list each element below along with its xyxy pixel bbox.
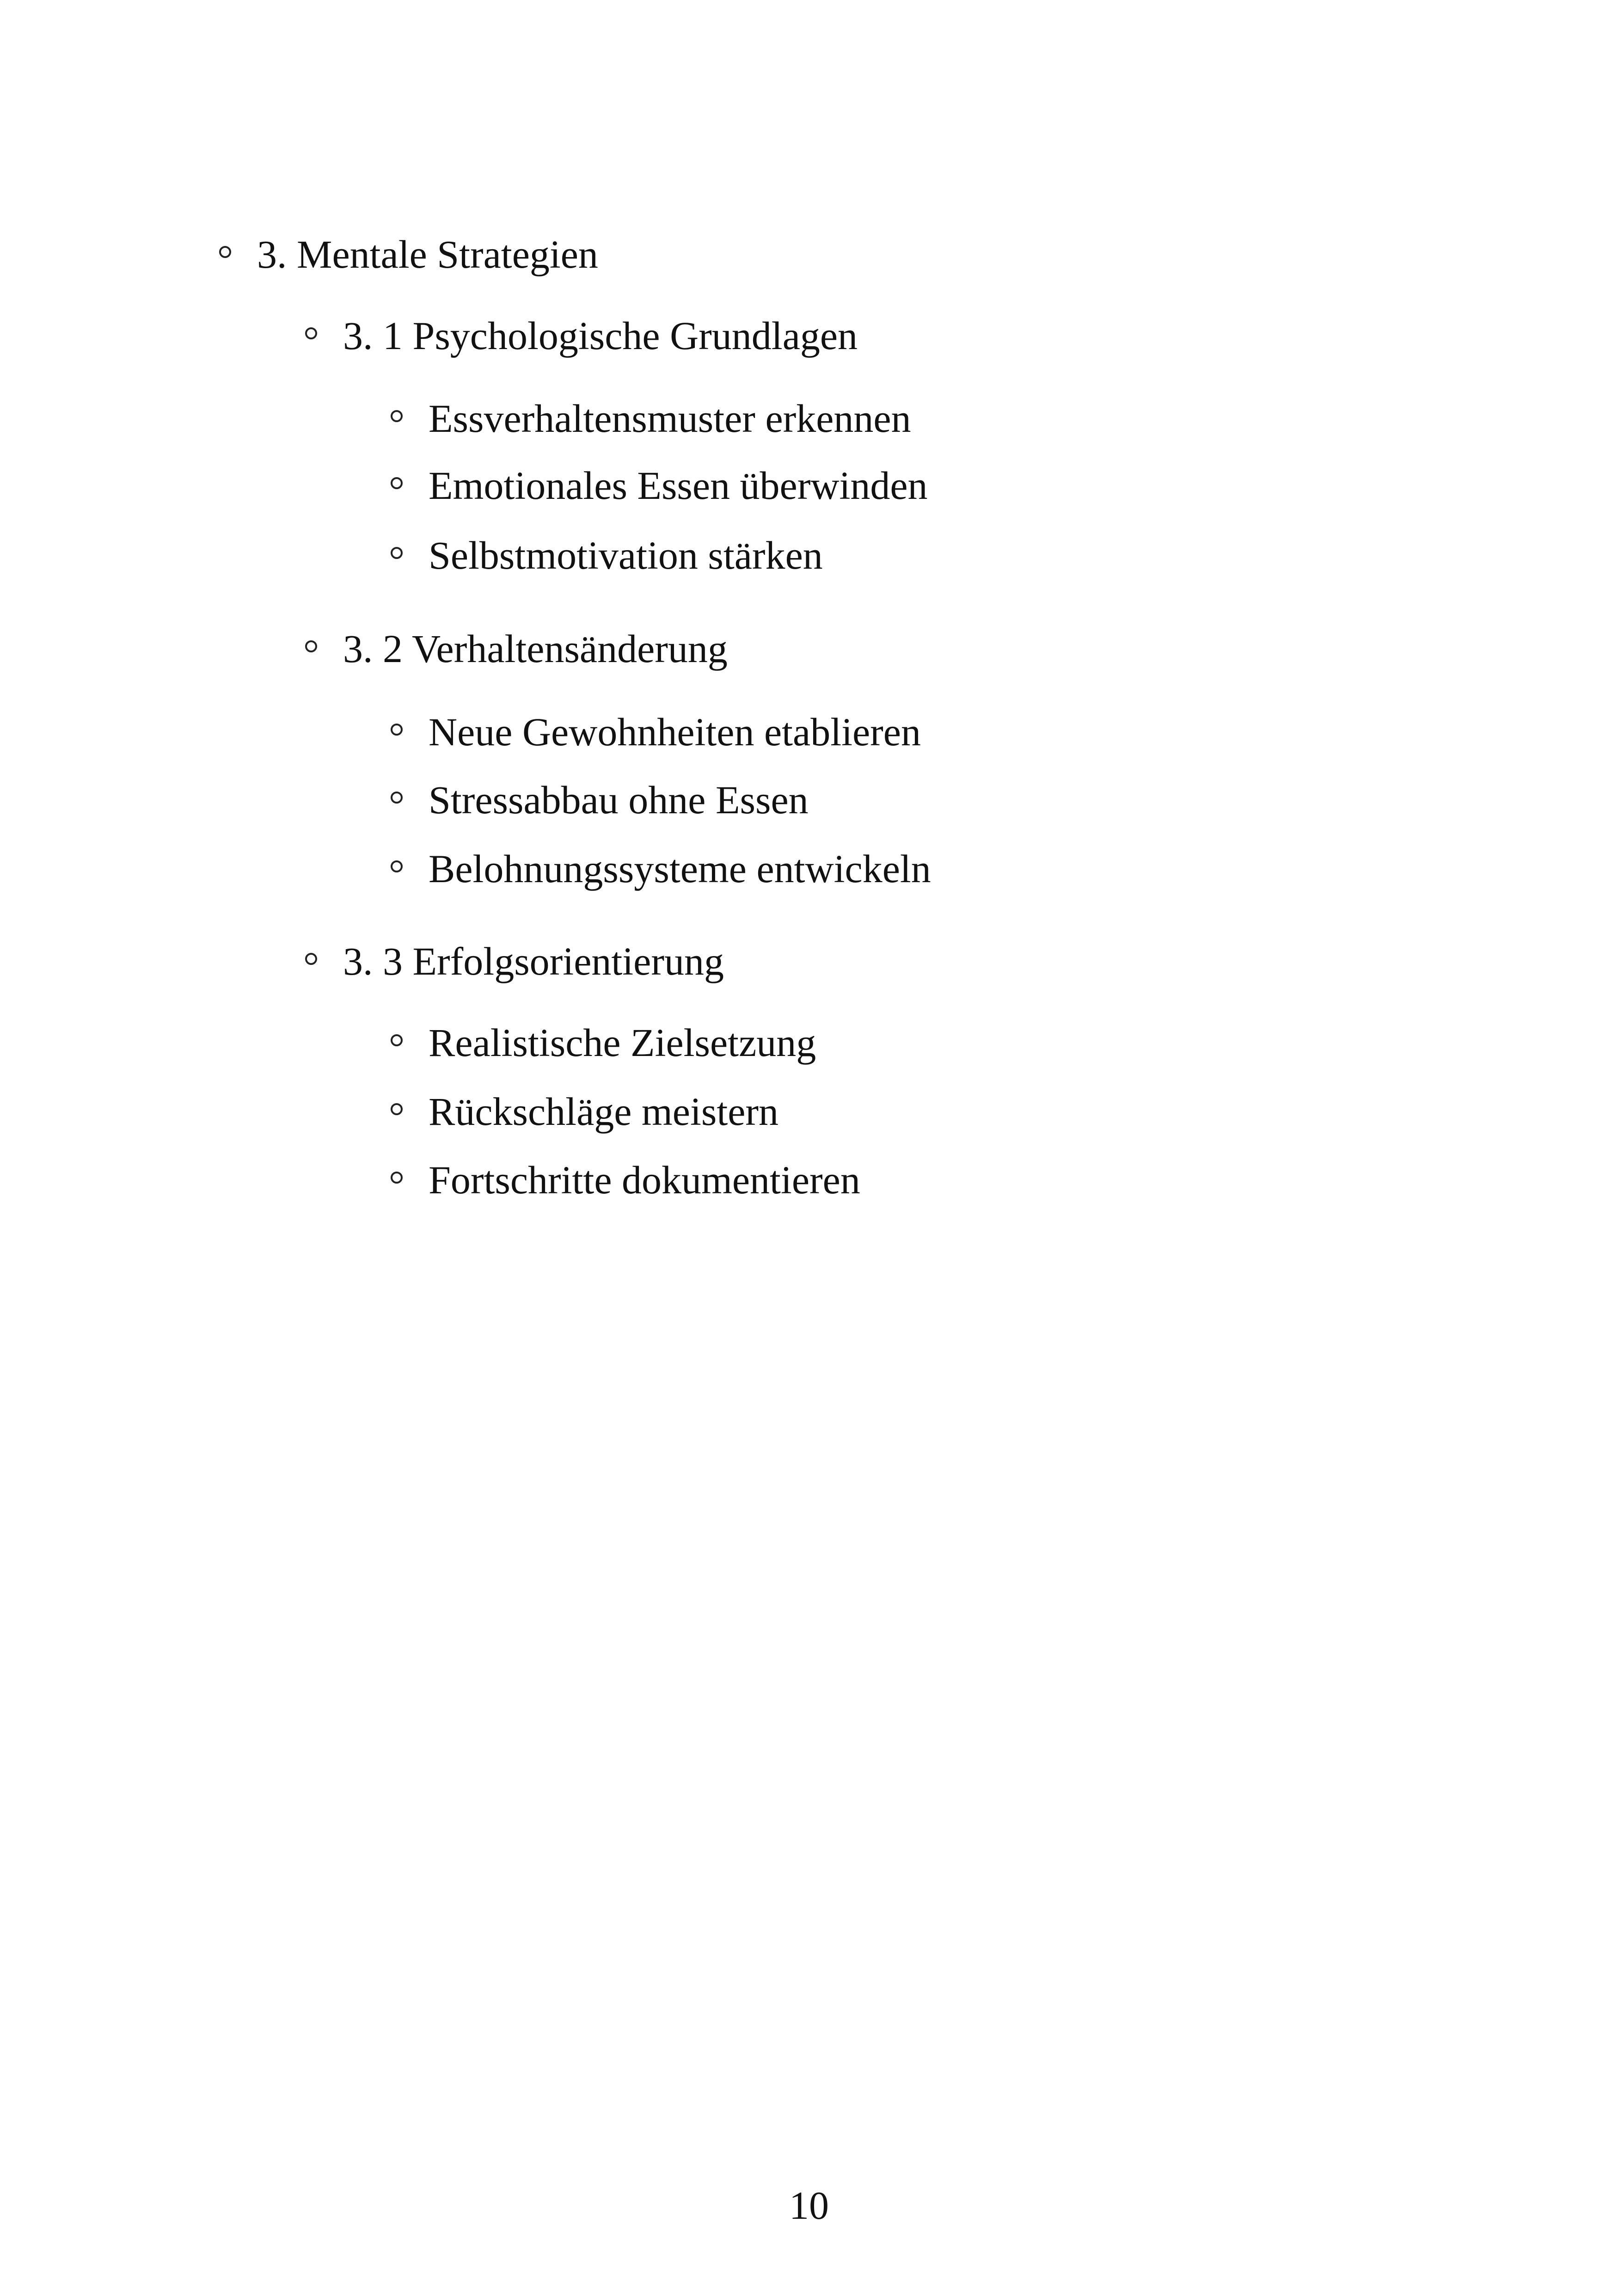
- item-text: Selbstmotivation stärken: [429, 533, 823, 577]
- page-number: 10: [789, 2183, 829, 2228]
- circle-bullet-icon: [391, 477, 403, 489]
- circle-bullet-icon: [391, 1172, 403, 1184]
- circle-bullet-icon: [391, 1103, 403, 1115]
- circle-bullet-icon: [305, 953, 317, 965]
- circle-bullet-icon: [391, 724, 403, 736]
- circle-bullet-icon: [305, 640, 317, 652]
- item-text: Emotionales Essen überwinden: [429, 463, 928, 508]
- item-text: Rückschläge meistern: [429, 1089, 779, 1134]
- circle-bullet-icon: [305, 327, 317, 339]
- item-text: Neue Gewohnheiten etablieren: [429, 710, 921, 754]
- circle-bullet-icon: [391, 1034, 403, 1046]
- circle-bullet-icon: [219, 246, 231, 258]
- circle-bullet-icon: [391, 547, 403, 559]
- section-title: 3. Mentale Strategien: [257, 232, 598, 276]
- item-text: Fortschritte dokumentieren: [429, 1158, 860, 1202]
- circle-bullet-icon: [391, 410, 403, 422]
- subsection-title: 3. 1 Psychologische Grundlagen: [343, 313, 858, 358]
- item-text: Stressabbau ohne Essen: [429, 778, 809, 822]
- item-text: Realistische Zielsetzung: [429, 1020, 816, 1065]
- item-text: Essverhaltensmuster erkennen: [429, 396, 911, 441]
- subsection-title: 3. 3 Erfolgsorientierung: [343, 939, 724, 983]
- circle-bullet-icon: [391, 860, 403, 872]
- circle-bullet-icon: [391, 792, 403, 804]
- subsection-title: 3. 2 Verhaltensänderung: [343, 626, 728, 671]
- item-text: Belohnungssysteme entwickeln: [429, 847, 931, 891]
